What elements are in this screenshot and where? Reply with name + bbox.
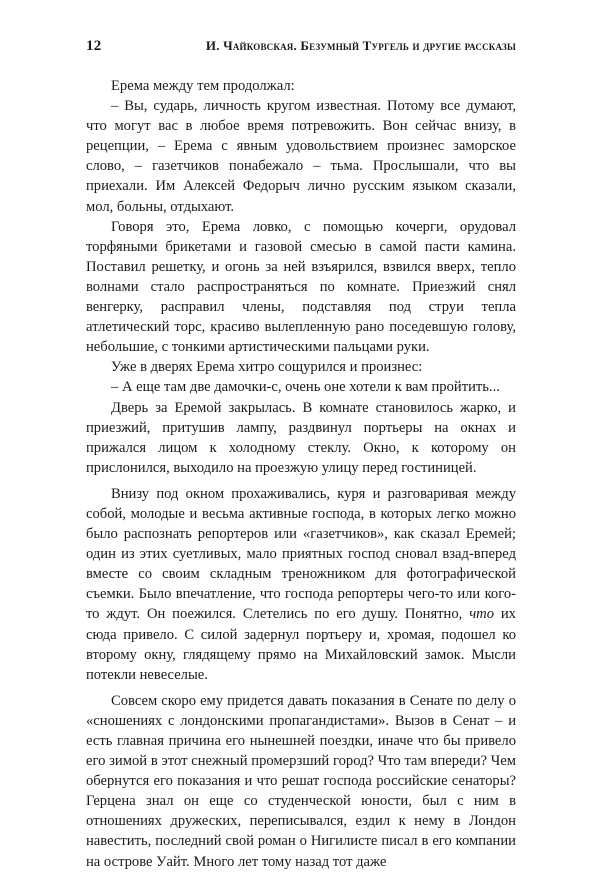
paragraph <box>86 484 516 685</box>
emphasis-word: что <box>469 606 494 623</box>
paragraph: Совсем скоро ему придется давать показания в Сенате по делу о «сношениях с лондонскими пропагандистами». Вызов в Сенат – и есть главная причина его нынешней поездки, иначе что бы привело его зимой в этот снежный промерзший город? Что там впереди? Чем обернутся его показания и что решат господа российские сенаторы? Герцена знал он еще со студенческой юности, был с ним в отношениях дружеских, переписывался, ездил к нему в Лондон навестить, последний свой роман о Нигилисте писал в его компании на острове Уайт. Много лет тому назад тот даже <box>86 692 516 870</box>
paragraph-text: их сюда привело. С силой задернул портьеру и, хромая, подошел ко второму окну, глядящему прямо на Михайловский замок. Мысли потекли невеселые. <box>86 606 516 683</box>
paragraph: – Вы, сударь, личность кругом известная. Потому все думают, что могут вас в любое время потревожить. Вон сейчас внизу, в рецепции, – Ерема с явным удовольствием произнес заморское слово, – газетчиков понабежало – тьма. Прослышали, что вы приехали. Им Алексей Федорыч лично русским языком сказали, мол, больны, отдыхают. <box>86 98 516 215</box>
body-text <box>86 76 516 872</box>
paragraph: Говоря это, Ерема ловко, с помощью кочерги, орудовал торфяными брикетами и газовой смесью в самой пасти камина. Поставил решетку, и огонь за ней взъярился, взвился вверх, тепло волнами стало распространяться по комнате. Приезжий снял венгерку, расправил члены, подставляя под струи тепла атлетический торс, красиво вылепленную рано поседевшую голову, небольшие, с тонкими артистическими пальцами руки. <box>86 218 516 356</box>
paragraph: Дверь за Еремой закрылась. В комнате становилось жарко, и приезжий, притушив лампу, раздвинул портьеры на окнах и прижался лицом к холодному стеклу. Окно, к которому он прислонился, выходило на проезжую улицу перед гостиницей. <box>86 399 516 476</box>
paragraph: Ерема между тем продолжал: <box>111 78 295 94</box>
paragraph: Уже в дверях Ерема хитро сощурился и произнес: <box>111 359 423 376</box>
page-number: 12 <box>86 38 102 54</box>
running-head: И. Чайковская. Безумный Тургель и другие рассказы <box>205 38 516 53</box>
page-header <box>86 38 516 55</box>
paragraph-text: Внизу под окном прохаживались, куря и разговаривая между собой, молодые и весьма активные господа, в которых легко можно было распознать репортеров или «газетчиков», как сказал Еремей; один из этих суетливых, мало приятных господ сновал взад-вперед вместе со своим складным треножником для фотографической съемки. Было впечатление, что господа репортеры чего-то или кого-то ждут. Он поежился. Слетелись по его душу. Понятно, <box>86 485 516 623</box>
paragraph: – А еще там две дамочки-с, очень оне хотели к вам пройтить... <box>111 379 500 396</box>
